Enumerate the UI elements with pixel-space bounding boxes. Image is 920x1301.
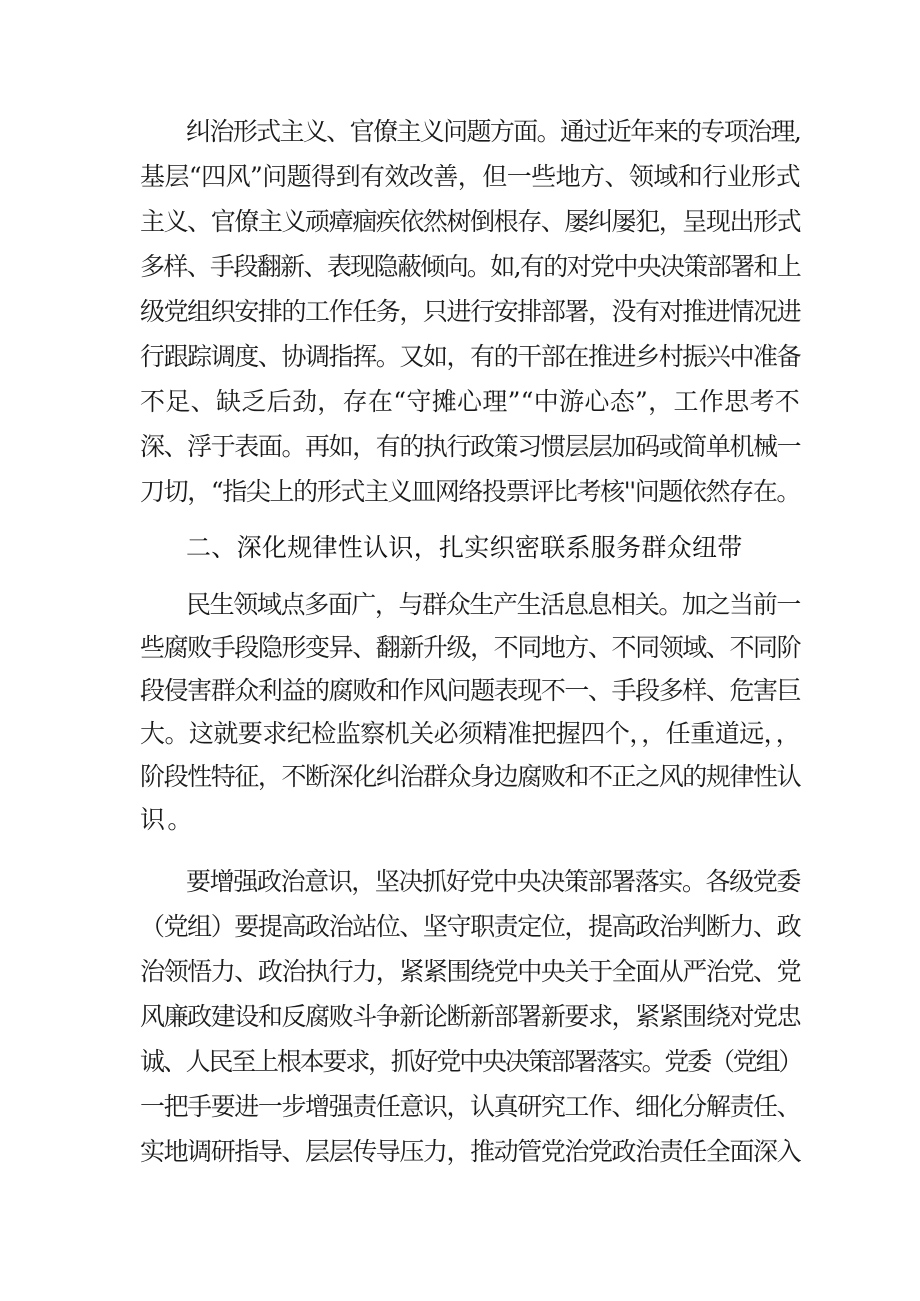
paragraph-line: 治领悟力、政治执行力，紧紧围绕党中央关于全面从严治党、党 — [140, 957, 800, 986]
paragraph-line: 段侵害群众利益的腐败和作风问题表现不一、手段多样、危害巨 — [140, 676, 800, 705]
paragraph-line: 一把手要进一步增强责任意识，认真研究工作、细化分解责任、 — [140, 1092, 800, 1121]
paragraph-line: 行跟踪调度、协调指挥。又如，有的干部在推进乡村振兴中准备 — [140, 342, 800, 371]
paragraph-line: 些腐败手段隐形变异、翻新升级，不同地方、不同领域、不同阶 — [140, 633, 800, 662]
paragraph-line: 诚、人民至上根本要求，抓好党中央决策部署落实。党委（党组） — [140, 1047, 802, 1076]
paragraph-line: 基层“四风”问题得到有效改善，但一些地方、领域和行业形式 — [140, 162, 800, 191]
paragraph-line: 风廉政建设和反腐败斗争新论断新部署新要求，紧紧围绕对党忠 — [140, 1002, 800, 1031]
paragraph-line: 大。这就要求纪检监察机关必须精准把握四个，，任重道远，， — [140, 719, 800, 748]
paragraph-line: （党组）要提高政治站位、坚守职责定位，提高政治判断力、政 — [140, 912, 800, 941]
paragraph-line: 多样、手段翻新、表现隐蔽倾向。如,有的对党中央决策部署和上 — [140, 252, 800, 281]
paragraph-line: 要增强政治意识，坚决抓好党中央决策部署落实。各级党委 — [186, 867, 800, 896]
paragraph-line: 不足、缺乏后劲，存在“守摊心理”“中游心态”，工作思考不 — [140, 387, 800, 416]
paragraph-line: 纠治形式主义、官僚主义问题方面。通过近年来的专项治理, — [186, 117, 800, 146]
paragraph-line: 刀切，“指尖上的形式主义皿网络投票评比考核''问题依然存在。 — [140, 477, 800, 506]
section-heading: 二、深化规律性认识，扎实织密联系服务群众纽带 — [186, 533, 743, 562]
paragraph-line: 级党组织安排的工作任务，只进行安排部署，没有对推进情况进 — [140, 297, 800, 326]
paragraph-line: 阶段性特征，不断深化纠治群众身边腐败和不正之风的规律性认 — [140, 762, 800, 791]
paragraph-line: 深、浮于表面。再如，有的执行政策习惯层层加码或简单机械一 — [140, 432, 800, 461]
paragraph-line: 实地调研指导、层层传导压力，推动管党治党政治责任全面深入 — [140, 1137, 800, 1166]
paragraph-line: 识。 — [140, 805, 195, 834]
paragraph-line: 民生领域点多面广，与群众生产生活息息相关。加之当前一 — [186, 590, 800, 619]
paragraph-line: 主义、官僚主义顽瘴痼疾依然树倒根存、屡纠屡犯，呈现出形式 — [140, 207, 800, 236]
